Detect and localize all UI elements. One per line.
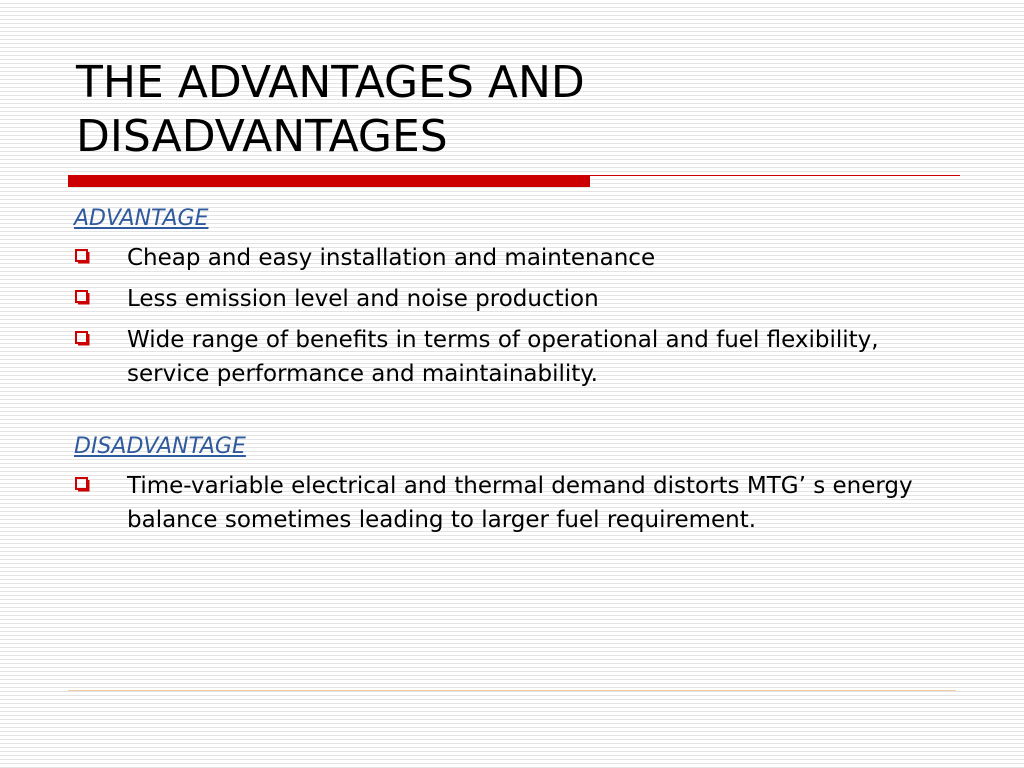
bullet-text: Time-variable electrical and thermal demand distorts MTG’ s energy balance sometimes leading to larger fuel requirement. <box>127 473 913 533</box>
disadvantage-heading: DISADVANTAGE <box>74 434 246 459</box>
list-item <box>74 241 954 275</box>
slide-body <box>74 203 954 544</box>
advantage-list <box>74 241 954 391</box>
section-spacer <box>74 398 954 431</box>
hollow-square-bullet-icon <box>75 249 90 264</box>
list-item <box>74 323 954 391</box>
bullet-text: Less emission level and noise production <box>127 286 599 312</box>
hollow-square-bullet-icon <box>75 331 90 346</box>
bullet-text: Cheap and easy installation and maintenance <box>127 245 656 271</box>
slide-title-line-2: DISADVANTAGES <box>76 111 448 162</box>
slide-title <box>76 56 956 164</box>
hollow-square-bullet-icon <box>75 477 90 492</box>
advantage-heading: ADVANTAGE <box>74 206 209 231</box>
list-item <box>74 282 954 316</box>
footer-divider <box>68 690 956 691</box>
hollow-square-bullet-icon <box>75 290 90 305</box>
bullet-text: Wide range of benefits in terms of operational and fuel flexibility, service performance and maintainability. <box>127 327 879 387</box>
disadvantage-list <box>74 469 954 537</box>
title-underline-thin <box>590 175 960 176</box>
slide-title-line-1: THE ADVANTAGES AND <box>76 57 585 108</box>
title-underline-thick <box>68 175 590 187</box>
list-item <box>74 469 954 537</box>
